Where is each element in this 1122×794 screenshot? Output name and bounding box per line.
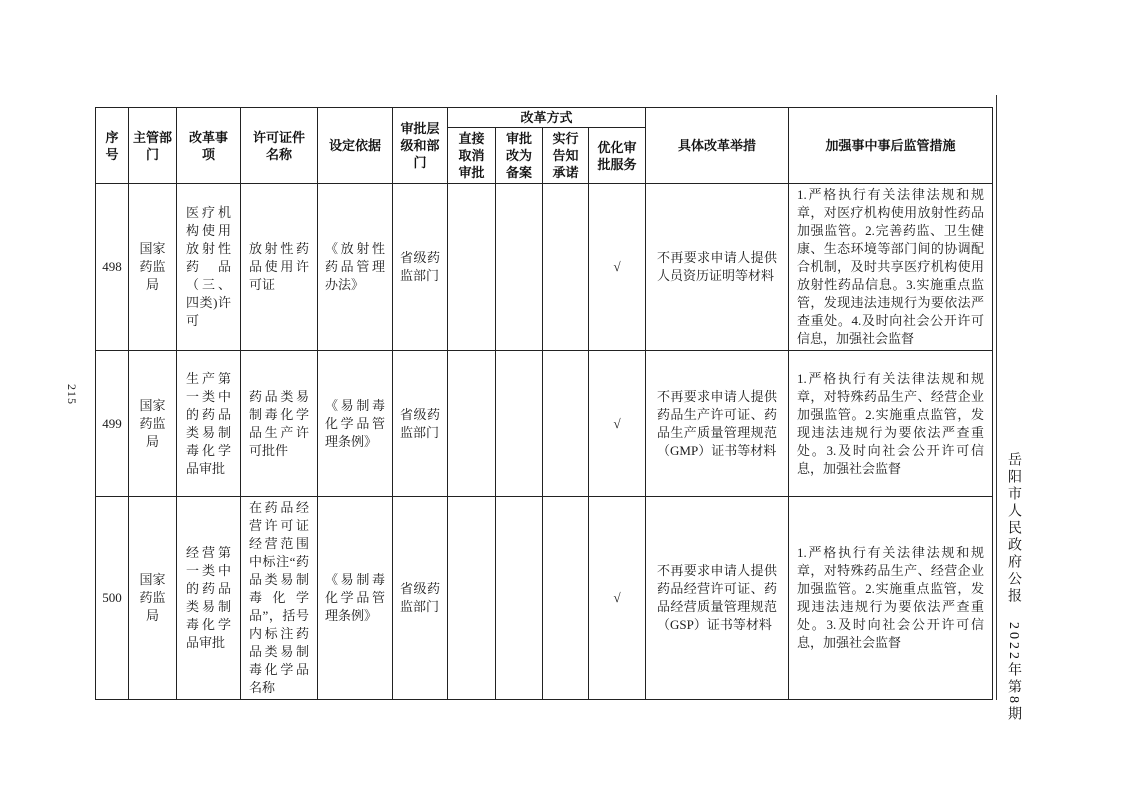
cell-to-filing-499 (496, 351, 543, 497)
cell-supervision-498: 1.严格执行有关法律法规和规章，对医疗机构使用放射性药品加强监管。2.完善药监、卫生健康、生态环境等部门间的协调配合机制，及时共享医疗机构使用放射性药品信息。3.实施重点监管，发现违法违规行为要依法严查重处。4.及时向社会公开许可信息，加强社会监督 (789, 184, 993, 351)
cell-measures-499: 不再要求申请人提供药品生产许可证、药品生产质量管理规范（GMP）证书等材料 (646, 351, 789, 497)
col-header-measures: 具体改革举措 (646, 108, 789, 184)
col-header-reform-method-group: 改革方式 (448, 108, 646, 128)
header-row-group (96, 108, 993, 128)
cell-reform-item-498: 医疗机构使用放射性药品（三、四类)许可 (177, 184, 241, 351)
cell-index-498: 498 (96, 184, 129, 351)
cell-approval-level-499: 省级药监部门 (393, 351, 448, 497)
cell-to-filing-498 (496, 184, 543, 351)
col-header-department: 主管部门 (129, 108, 177, 184)
cell-index-500: 500 (96, 497, 129, 700)
cell-to-filing-500 (496, 497, 543, 700)
checkmark-optimize-499: √ (589, 351, 646, 497)
col-header-direct-cancel: 直接取消审批 (448, 128, 496, 184)
col-header-basis: 设定依据 (318, 108, 393, 184)
cell-license-name-500: 在药品经营许可证经营范围中标注“药品类易制毒化学品”，括号内标注药品类易制毒化学品名称 (241, 497, 318, 700)
cell-department-499: 国家药监局 (129, 351, 177, 497)
cell-direct-cancel-498 (448, 184, 496, 351)
checkmark-optimize-498: √ (589, 184, 646, 351)
cell-direct-cancel-500 (448, 497, 496, 700)
cell-approval-level-500: 省级药监部门 (393, 497, 448, 700)
cell-index-499: 499 (96, 351, 129, 497)
left-page-number: 215 (65, 384, 79, 405)
cell-measures-500: 不再要求申请人提供药品经营许可证、药品经营质量管理规范（GSP）证书等材料 (646, 497, 789, 700)
cell-notification-commitment-499 (543, 351, 589, 497)
table-row-499 (96, 351, 993, 497)
cell-direct-cancel-499 (448, 351, 496, 497)
cell-basis-498: 《放射性药品管理办法》 (318, 184, 393, 351)
cell-basis-500: 《易制毒化学品管理条例》 (318, 497, 393, 700)
cell-reform-item-499: 生产第一类中的药品类易制毒化学品审批 (177, 351, 241, 497)
reform-items-table (95, 107, 993, 700)
col-header-to-filing: 审批改为备案 (496, 128, 543, 184)
cell-notification-commitment-498 (543, 184, 589, 351)
cell-license-name-499: 药品类易制毒化学品生产许可批件 (241, 351, 318, 497)
cell-license-name-498: 放射性药品使用许可证 (241, 184, 318, 351)
cell-notification-commitment-500 (543, 497, 589, 700)
cell-reform-item-500: 经营第一类中的药品类易制毒化学品审批 (177, 497, 241, 700)
col-header-license-name: 许可证件名称 (241, 108, 318, 184)
col-header-notification-commitment: 实行告知承诺 (543, 128, 589, 184)
col-header-optimize-service: 优化审批服务 (589, 128, 646, 184)
right-margin-rule (996, 95, 997, 700)
cell-measures-498: 不再要求申请人提供人员资历证明等材料 (646, 184, 789, 351)
cell-supervision-499: 1.严格执行有关法律法规和规章，对特殊药品生产、经营企业加强监管。2.实施重点监管，发现违法违规行为要依法严查重处。3.及时向社会公开许可信息，加强社会监督 (789, 351, 993, 497)
col-header-approval-level: 审批层级和部门 (393, 108, 448, 184)
table-row-500 (96, 497, 993, 700)
cell-approval-level-498: 省级药监部门 (393, 184, 448, 351)
col-header-supervision: 加强事中事后监管措施 (789, 108, 993, 184)
table-row-498 (96, 184, 993, 351)
cell-department-498: 国家药监局 (129, 184, 177, 351)
cell-basis-499: 《易制毒化学品管理条例》 (318, 351, 393, 497)
cell-supervision-500: 1.严格执行有关法律法规和规章，对特殊药品生产、经营企业加强监管。2.实施重点监管，发现违法违规行为要依法严查重处。3.及时向社会公开许可信息，加强社会监督 (789, 497, 993, 700)
col-header-reform-item: 改革事项 (177, 108, 241, 184)
checkmark-optimize-500: √ (589, 497, 646, 700)
cell-department-500: 国家药监局 (129, 497, 177, 700)
col-header-index: 序号 (96, 108, 129, 184)
gazette-side-caption: 岳阳市人民政府公报 2022年第8期 (1006, 452, 1021, 723)
